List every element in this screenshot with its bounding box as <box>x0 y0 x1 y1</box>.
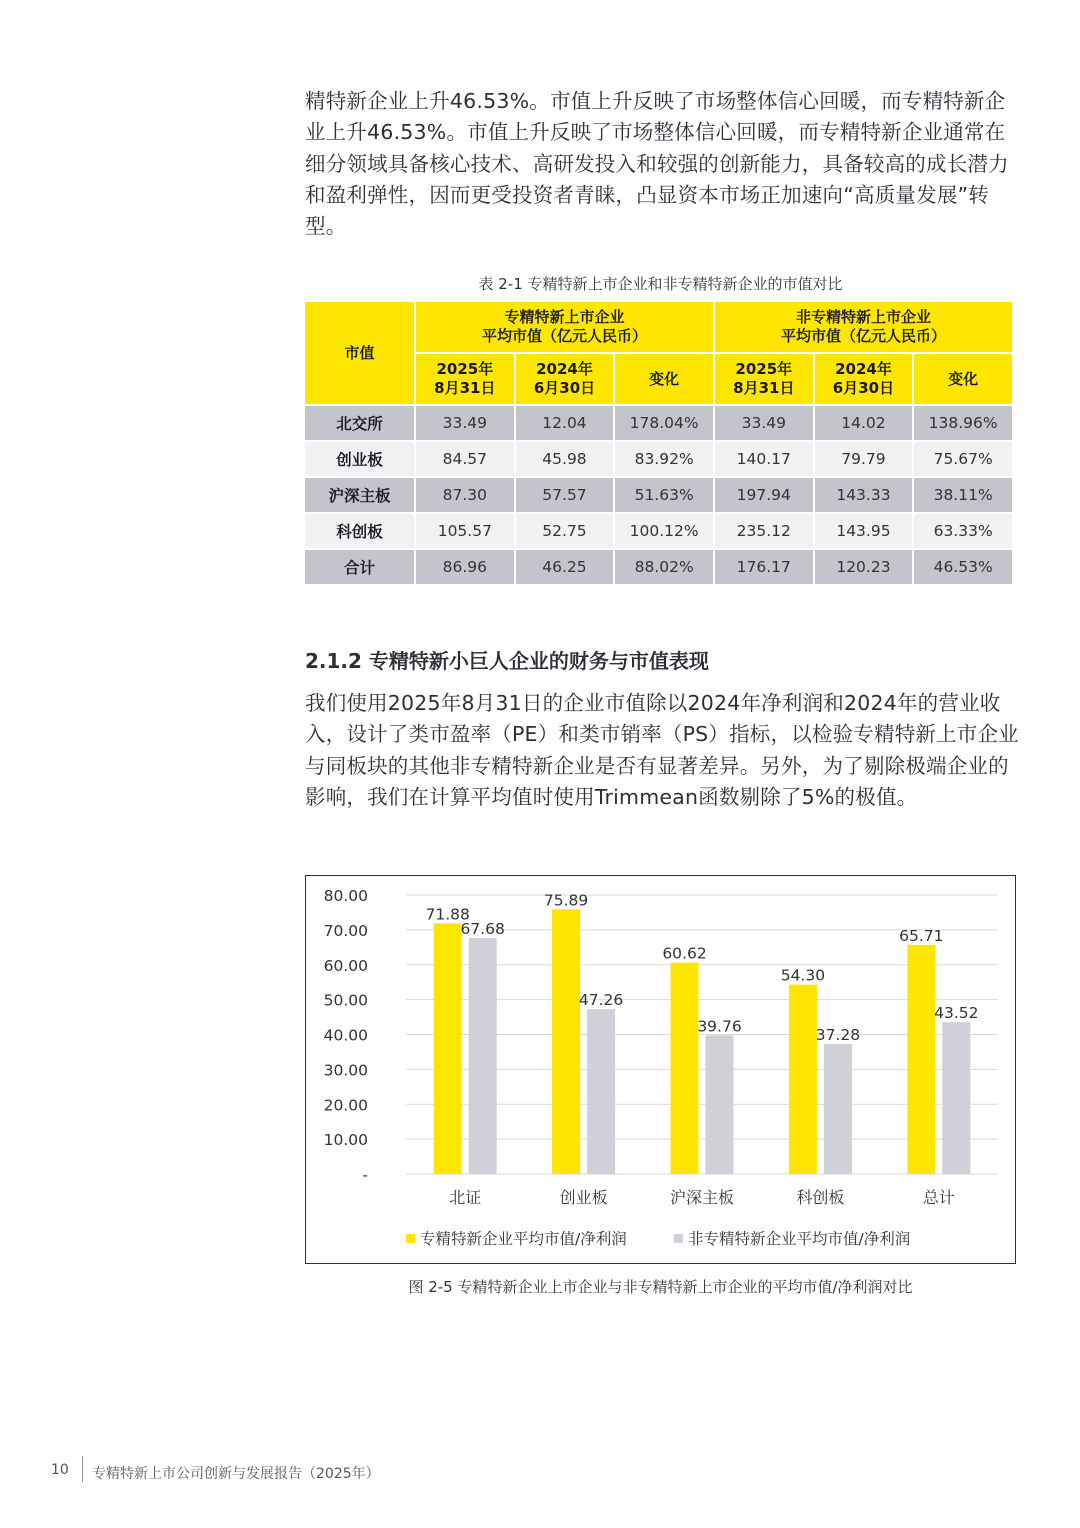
table-cell: 138.96% <box>914 406 1012 442</box>
y-tick-label: 40.00 <box>323 1026 368 1045</box>
y-tick-label: 50.00 <box>323 991 368 1010</box>
table-cell: 105.57 <box>416 514 514 550</box>
legend-label: 专精特新企业平均市值/净利润 <box>420 1230 627 1248</box>
table-cell: 79.79 <box>815 442 913 478</box>
bar <box>706 1035 734 1174</box>
row-label: 沪深主板 <box>305 478 414 514</box>
data-label: 65.71 <box>899 926 944 945</box>
x-tick-label: 总计 <box>922 1188 955 1207</box>
y-tick-label: 70.00 <box>323 921 368 940</box>
table-cell: 75.67% <box>914 442 1012 478</box>
table-cell: 46.25 <box>516 550 614 586</box>
table-cell: 46.53% <box>914 550 1012 586</box>
table-row <box>305 514 1012 550</box>
row-label: 合计 <box>305 550 414 586</box>
data-label: 47.26 <box>578 991 624 1010</box>
bar <box>824 1044 852 1174</box>
group-header-non-zjtx: 非专精特新上市企业 平均市值（亿元人民币） <box>715 302 1012 354</box>
table-row <box>305 478 1012 514</box>
chart-frame <box>305 875 1016 1264</box>
x-tick-label: 科创板 <box>796 1188 845 1207</box>
table-cell: 120.23 <box>815 550 913 586</box>
table-cell: 235.12 <box>715 514 813 550</box>
bar <box>789 985 817 1174</box>
legend-swatch <box>674 1234 683 1243</box>
row-label: 北交所 <box>305 406 414 442</box>
bar-chart <box>306 876 1014 1262</box>
table-row <box>305 442 1012 478</box>
intro-paragraph: 精特新企业上升46.53%。市值上升反映了市场整体信心回暖，而专精特新企业上升46.53%。市值上升反映了市场整体信心回暖，而专精特新企业通常在细分领域具备核心技术、高研发投入和较强的创新能力，具备较高的成长潜力和盈利弹性，因而更受投资者青睐，凸显资本市场正加速向“高质量发展”转型。 <box>305 89 1009 239</box>
subheader-2025: 2025年 8月31日 <box>416 354 514 406</box>
table-cell: 57.57 <box>516 478 614 514</box>
bar <box>552 909 580 1174</box>
bar <box>942 1022 970 1174</box>
table-cell: 52.75 <box>516 514 614 550</box>
table-cell: 178.04% <box>615 406 713 442</box>
table-caption: 表 2-1 专精特新上市企业和非专精特新企业的市值对比 <box>478 275 843 293</box>
table-cell: 12.04 <box>516 406 614 442</box>
y-tick-label: 10.00 <box>323 1131 368 1150</box>
y-tick-label: - <box>362 1166 368 1184</box>
legend-label: 非专精特新企业平均市值/净利润 <box>688 1230 911 1248</box>
table-cell: 87.30 <box>416 478 514 514</box>
data-label: 39.76 <box>697 1017 742 1036</box>
table-cell: 88.02% <box>615 550 713 586</box>
footer-title: 专精特新上市公司创新与发展报告（2025年） <box>92 1466 380 1482</box>
y-tick-label: 80.00 <box>323 887 368 905</box>
x-tick-label: 北证 <box>449 1188 482 1207</box>
table-cell: 14.02 <box>815 406 913 442</box>
bar <box>907 945 935 1174</box>
x-tick-label: 创业板 <box>559 1188 608 1207</box>
bar <box>434 923 462 1174</box>
table-row <box>305 550 1012 586</box>
row-label: 创业板 <box>305 442 414 478</box>
table-cell: 83.92% <box>615 442 713 478</box>
subheader-2025: 2025年 8月31日 <box>715 354 813 406</box>
table-cell: 176.17 <box>715 550 813 586</box>
table-cell: 86.96 <box>416 550 514 586</box>
table-cell: 63.33% <box>914 514 1012 550</box>
y-tick-label: 60.00 <box>323 956 368 975</box>
data-label: 67.68 <box>460 919 505 938</box>
page-number: 10 <box>51 1462 69 1478</box>
table-cell: 143.33 <box>815 478 913 514</box>
footer-divider <box>82 1456 83 1482</box>
table-cell: 38.11% <box>914 478 1012 514</box>
section-heading: 2.1.2 专精特新小巨人企业的财务与市值表现 <box>305 649 709 673</box>
data-label: 37.28 <box>815 1025 861 1044</box>
group-header-zjtx: 专精特新上市企业 平均市值（亿元人民币） <box>416 302 713 354</box>
row-header-cell: 市值 <box>305 302 414 406</box>
bar <box>671 963 699 1174</box>
section-paragraph: 我们使用2025年8月31日的企业市值除以2024年净利润和2024年的营业收入，设计了类市盈率（PE）和类市销率（PS）指标，以检验专精特新上市企业与同板块的其他非专精特新企业是否有显著差异。另外，为了剔除极端企业的影响，我们在计算平均值时使用Trimmean函数剔除了5%的极值。 <box>305 691 1019 809</box>
data-label: 75.89 <box>543 891 589 910</box>
data-label: 60.62 <box>662 944 707 963</box>
table-cell: 51.63% <box>615 478 713 514</box>
legend-swatch <box>406 1234 415 1243</box>
x-tick-label: 沪深主板 <box>669 1188 735 1207</box>
table-cell: 33.49 <box>715 406 813 442</box>
table-cell: 45.98 <box>516 442 614 478</box>
subheader-2024: 2024年 6月30日 <box>815 354 913 406</box>
table-cell: 84.57 <box>416 442 514 478</box>
data-label: 54.30 <box>780 966 826 985</box>
table-cell: 100.12% <box>615 514 713 550</box>
table-cell: 197.94 <box>715 478 813 514</box>
subheader-change: 变化 <box>615 354 713 406</box>
subheader-change: 变化 <box>914 354 1012 406</box>
y-tick-label: 20.00 <box>323 1096 368 1115</box>
table-row <box>305 406 1012 442</box>
table-cell: 33.49 <box>416 406 514 442</box>
row-label: 科创板 <box>305 514 414 550</box>
bar <box>469 938 497 1174</box>
bar <box>587 1009 615 1174</box>
table-cell: 143.95 <box>815 514 913 550</box>
subheader-2024: 2024年 6月30日 <box>516 354 614 406</box>
y-tick-label: 30.00 <box>323 1061 368 1080</box>
table-cell: 140.17 <box>715 442 813 478</box>
data-label: 43.52 <box>934 1004 979 1023</box>
market-value-table <box>303 302 1014 586</box>
chart-caption: 图 2-5 专精特新企业上市企业与非专精特新上市企业的平均市值/净利润对比 <box>408 1278 913 1296</box>
data-label: 71.88 <box>425 905 470 924</box>
